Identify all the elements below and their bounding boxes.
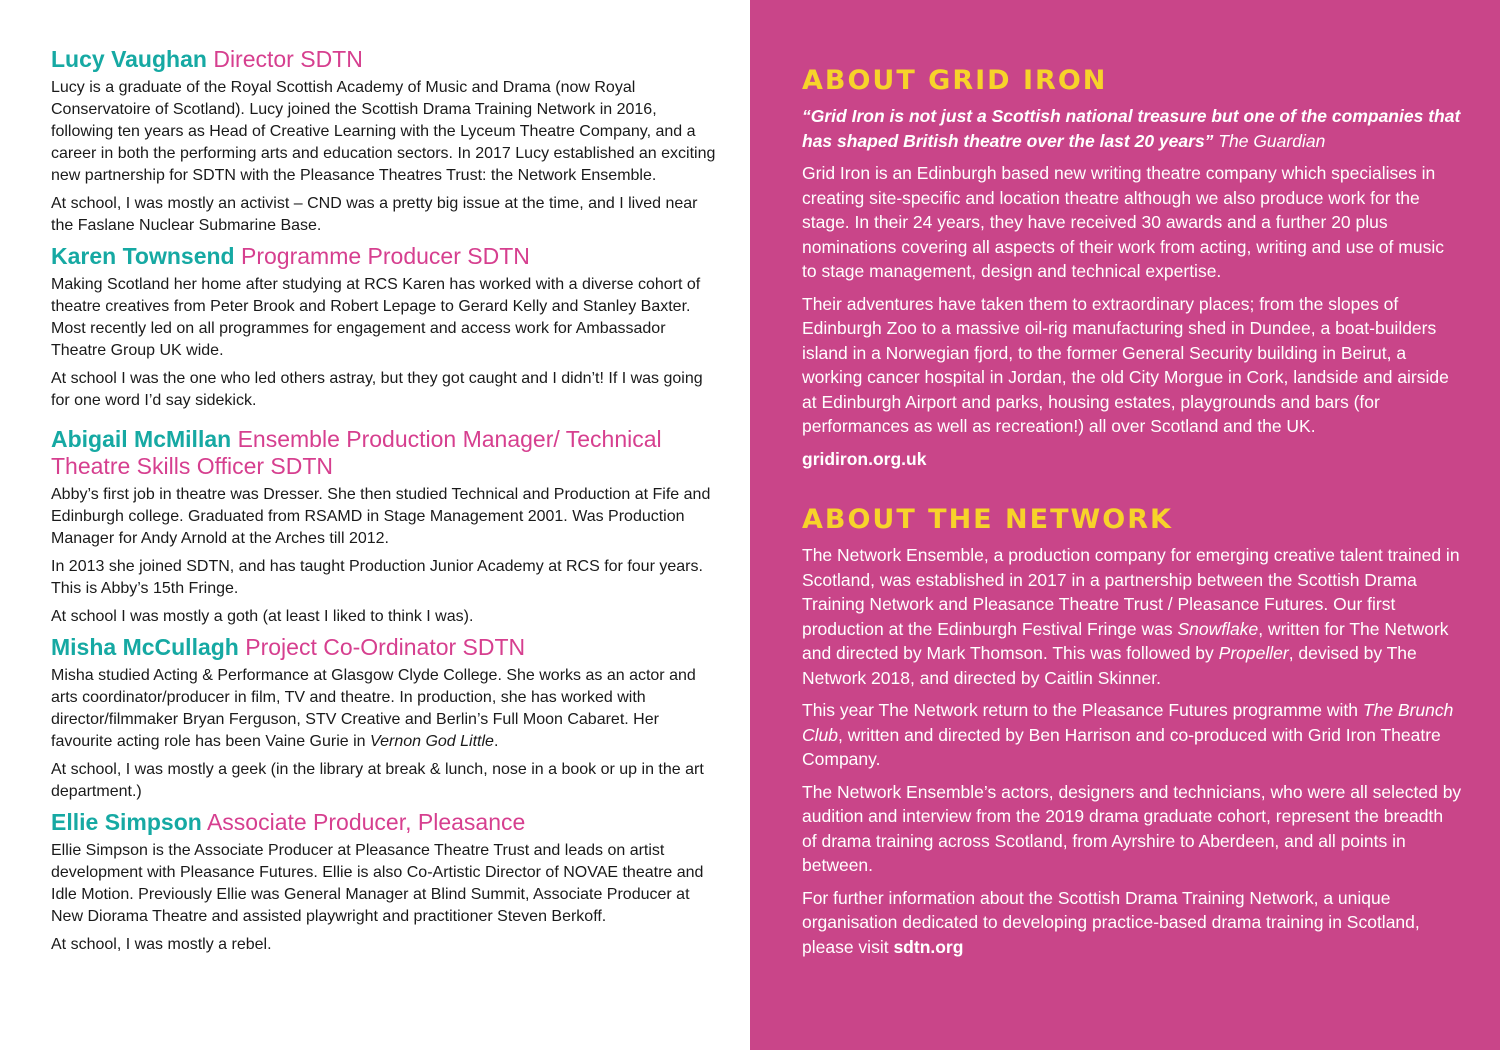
bio-heading	[51, 46, 721, 73]
section-paragraph	[802, 543, 1462, 690]
bio-abigail-mcmillan	[51, 426, 721, 628]
sdtn-link[interactable]: sdtn.org	[893, 936, 964, 957]
bio-paragraph	[51, 665, 721, 753]
section-paragraph	[802, 886, 1462, 960]
bio-misha-mccullagh	[51, 634, 721, 803]
bio-paragraph: At school, I was mostly an activist – CND was a pretty big issue at the time, and I lived near the Faslane Nuclear Submarine Base.	[51, 195, 698, 234]
bio-lucy-vaughan	[51, 46, 721, 237]
text-run: , devised by The Network 2018, and directed by Caitlin Skinner.	[802, 643, 1417, 688]
production-title: The Brunch Club	[802, 700, 1454, 745]
quote-source: The Guardian	[1218, 130, 1326, 151]
about-grid-iron-section	[802, 64, 1462, 471]
section-paragraph: The Network Ensemble’s actors, designers and technicians, who were all selected by audition and interview from the 2019 drama graduate cohort, represent the breadth of drama training across Scotland, from Ayrshire to Aberdeen, and all points in between.	[802, 781, 1462, 875]
play-title: Vernon God Little	[370, 733, 494, 750]
section-heading: ABOUT THE NETWORK	[802, 504, 1173, 535]
bio-paragraph: In 2013 she joined SDTN, and has taught Production Junior Academy at RCS for four years. This is Abby’s 15th Fringe.	[51, 558, 703, 597]
team-bios	[51, 46, 721, 962]
text-run: This year The Network return to the Pleasance Futures programme with	[802, 700, 1363, 720]
bio-text: Misha studied Acting & Performance at Glasgow Clyde College. She works as an actor and arts coordinator/producer in film, TV and theatre. In production, she has worked with director/filmmaker Bryan Ferguson, STV Creative and Berlin’s Full Moon Cabaret. Her favourite acting role has been Vaine Gurie in	[51, 667, 696, 750]
bio-paragraph: At school, I was mostly a rebel.	[51, 936, 272, 953]
bio-paragraph: Lucy is a graduate of the Royal Scottish Academy of Music and Drama (now Royal Conservatoire of Scotland). Lucy joined the Scottish Drama Training Network in 2016, following ten years as Head of Creative Learning with the Lyceum Theatre Company, and a career in both the performing arts and education sectors. In 2017 Lucy established an exciting new partnership for SDTN with the Pleasance Theatres Trust: the Network Ensemble.	[51, 79, 716, 184]
person-role: Associate Producer, Pleasance	[206, 809, 526, 835]
person-name: Abigail McMillan	[51, 426, 232, 452]
text-run: For further information about the Scottish Drama Training Network, a unique organisation dedicated to developing practice-based drama training in Scotland, please visit	[802, 887, 1420, 957]
bio-paragraph: Abby’s first job in theatre was Dresser. She then studied Technical and Production at Fife and Edinburgh college. Graduated from RSAMD in Stage Management 2001. Was Production Manager for Andy Arnold at the Arches till 2012.	[51, 486, 711, 547]
about-network-section	[802, 503, 1462, 959]
bio-heading	[51, 426, 721, 480]
bio-paragraph: At school I was the one who led others astray, but they got caught and I didn’t! If I was going for one word I’d say sidekick.	[51, 370, 703, 409]
text-run: , written for The Network and directed by Mark Thomson. This was followed by	[802, 618, 1449, 663]
section-paragraph: Grid Iron is an Edinburgh based new writing theatre company which specialises in creating site-specific and location theatre although we also produce work for the stage. In their 24 years, they have received 30 awards and a further 20 plus nominations covering all aspects of their work from acting, writing and use of music to stage management, design and technical expertise.	[802, 163, 1444, 281]
person-role: Ensemble Production Manager/ Technical Theatre Skills Officer SDTN	[51, 426, 662, 479]
person-role: Director SDTN	[213, 46, 363, 72]
person-name: Ellie Simpson	[51, 809, 202, 835]
person-name: Karen Townsend	[51, 243, 235, 269]
bio-text-end: .	[493, 733, 499, 750]
bio-paragraph: At school I was mostly a goth (at least I liked to think I was).	[51, 608, 474, 625]
person-name: Lucy Vaughan	[51, 46, 207, 72]
bio-paragraph: Ellie Simpson is the Associate Producer at Pleasance Theatre Trust and leads on artist development with Pleasance Futures. Ellie is also Co-Artistic Director of NOVAE theatre and Idle Motion. Previously Ellie was General Manager at Blind Summit, Associate Producer at New Diorama Theatre and assisted playwright and practitioner Steven Berkoff.	[51, 842, 704, 925]
person-role: Project Co-Ordinator SDTN	[245, 634, 526, 660]
about-column	[802, 64, 1462, 967]
gridiron-link[interactable]: gridiron.org.uk	[802, 448, 927, 469]
section-paragraph: Their adventures have taken them to extraordinary places; from the slopes of Edinburgh Zoo to a massive oil-rig manufacturing shed in Dundee, a boat-builders island in a Norwegian fjord, to the former General Security building in Beirut, a working cancer hospital in Jordan, the old City Morgue in Cork, landside and airside at Edinburgh Airport and parks, housing estates, playgrounds and bars (for performances as well as recreation!) all over Scotland and the UK.	[802, 293, 1449, 436]
section-paragraph	[802, 698, 1462, 772]
person-role: Programme Producer SDTN	[241, 243, 530, 269]
quote-text: “Grid Iron is not just a Scottish national treasure but one of the companies that has shaped British theatre over the last 20 years”	[802, 106, 1461, 151]
bio-ellie-simpson	[51, 809, 721, 956]
bio-karen-townsend	[51, 243, 721, 412]
text-run: The Network Ensemble, a production company for emerging creative talent trained in Scotland, was established in 2017 in a partnership between the Scottish Drama Training Network and Pleasance Theatre Trust / Pleasance Futures. Our first production at the Edinburgh Festival Fringe was	[802, 545, 1460, 639]
production-title: Snowflake	[1177, 618, 1259, 639]
bio-paragraph: Making Scotland her home after studying at RCS Karen has worked with a diverse cohort of theatre creatives from Peter Brook and Robert Lepage to Gerard Kelly and Stanley Baxter. Most recently led on all programmes for engagement and access work for Ambassador Theatre Group UK wide.	[51, 276, 701, 359]
bio-paragraph: At school, I was mostly a geek (in the library at break & lunch, nose in a book or up in the art department.)	[51, 761, 704, 800]
bio-heading	[51, 634, 721, 661]
section-heading: ABOUT GRID IRON	[802, 65, 1108, 96]
text-run: , written and directed by Ben Harrison and co-produced with Grid Iron Theatre Company.	[802, 724, 1441, 769]
production-title: Propeller	[1218, 643, 1289, 663]
bio-heading	[51, 809, 721, 836]
bio-heading	[51, 243, 721, 270]
press-quote	[802, 104, 1462, 153]
person-name: Misha McCullagh	[51, 634, 239, 660]
